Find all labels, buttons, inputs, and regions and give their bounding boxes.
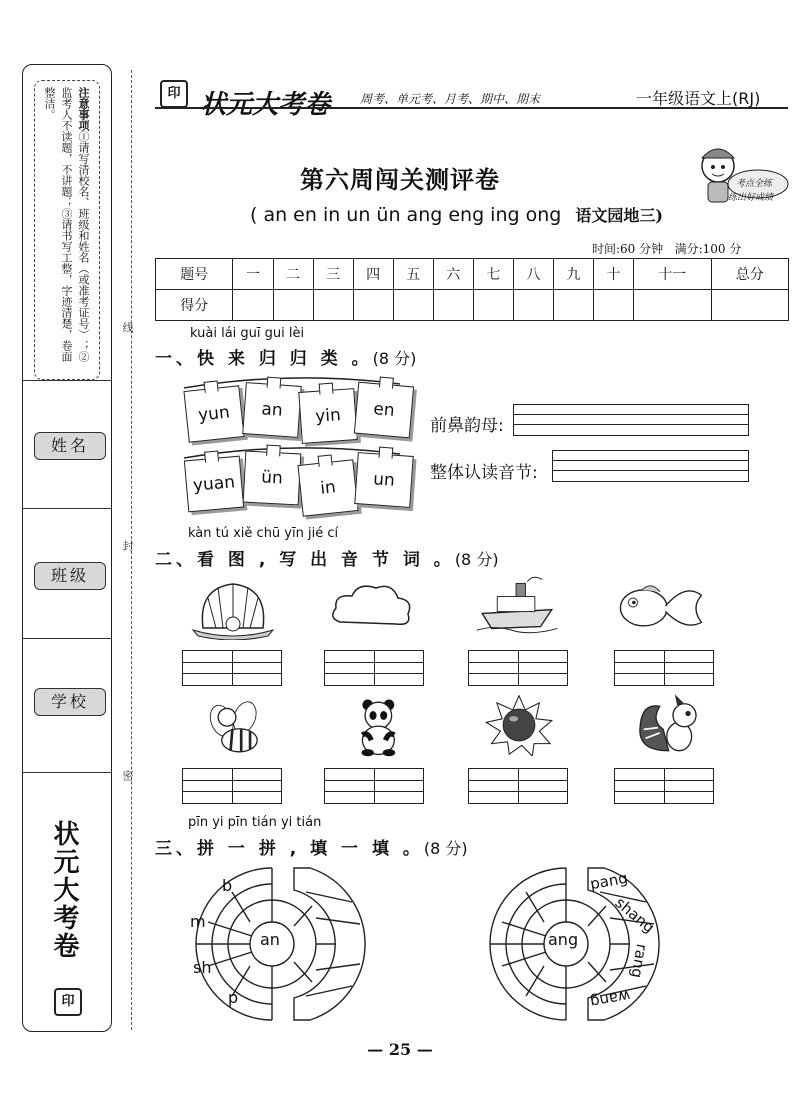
score-col: 八 (513, 259, 553, 290)
cut-label-xian: 线 (121, 322, 134, 333)
school-field[interactable]: 学校 (34, 688, 106, 716)
wheel-an-initial: b (222, 876, 233, 895)
score-cell[interactable] (433, 290, 473, 321)
score-col: 一 (233, 259, 273, 290)
page-title: 第六周闯关测评卷 (300, 165, 500, 194)
score-col: 七 (473, 259, 513, 290)
note-1: ①请写清校名、班级和姓名（或准考证号）； (77, 131, 90, 351)
card-label: an (260, 399, 284, 421)
note-2: ②监考人不读题，不讲题； (60, 87, 90, 362)
mascot-line-2: 练出好成绩 (728, 193, 774, 203)
score-col: 九 (553, 259, 593, 290)
cloud-icon (326, 578, 416, 640)
card-label: ün (260, 467, 284, 489)
whole-syllable-label: 整体认读音节: (430, 463, 538, 483)
score-cell[interactable] (273, 290, 313, 321)
card-label: en (372, 399, 396, 421)
q1-pinyin: kuài lái guī gui lèi (190, 326, 305, 341)
answer-grid[interactable] (614, 650, 714, 686)
pinyin-card[interactable] (242, 382, 301, 438)
card-label: yun (197, 402, 231, 426)
header-subtitle: 周考、单元考、月考、期中、期末 (360, 92, 541, 106)
score-col: 十 (594, 259, 634, 290)
cut-label-mi: 密 (121, 770, 134, 781)
wheel-ang-center: ang (548, 930, 579, 949)
answer-grid[interactable] (182, 768, 282, 804)
wheel-an-initial: sh (193, 958, 212, 977)
score-col: 总分 (711, 259, 788, 290)
wheel-an-initial: p (228, 988, 239, 1007)
score-col: 二 (273, 259, 313, 290)
note-3: ③请书写工整，字迹清楚，卷面整洁。 (43, 87, 73, 362)
brand-logo-icon: 印 (160, 80, 188, 108)
brand-logo-icon: 印 (54, 988, 82, 1016)
pinyin-card[interactable] (354, 452, 413, 508)
answer-grid[interactable] (182, 650, 282, 686)
answer-grid[interactable] (324, 650, 424, 686)
squirrel-icon (628, 694, 718, 756)
wheel-ang-syllable: shang (611, 893, 659, 937)
sidebar-logo: 状元大考卷 (49, 820, 79, 960)
card-label: in (319, 477, 337, 499)
wheel-an-center: an (260, 930, 280, 949)
score-cell[interactable] (313, 290, 353, 321)
mascot-line-1: 考点全练 (736, 179, 773, 189)
wheel-an-initial: m (190, 912, 206, 931)
page-number: — 25 — (367, 1040, 433, 1059)
score-row-label: 得分 (156, 290, 233, 321)
score-col: 五 (393, 259, 433, 290)
whole-syllable-answer[interactable] (552, 450, 749, 482)
front-nasal-label: 前鼻韵母: (430, 416, 504, 436)
q2-title: 二、看 图 , 写 出 音 节 词 。 (155, 550, 455, 570)
card-label: yuan (192, 472, 236, 496)
front-nasal-answer[interactable] (513, 404, 749, 436)
ship-icon (472, 574, 562, 636)
header-rule (155, 107, 788, 109)
q3-points: (8 分) (423, 839, 468, 858)
pinyin-card[interactable] (183, 385, 244, 443)
grade-label: 一年级语文上(RJ) (636, 89, 761, 108)
bee-icon (190, 696, 280, 758)
score-col: 四 (353, 259, 393, 290)
answer-grid[interactable] (614, 768, 714, 804)
score-cell[interactable] (711, 290, 788, 321)
exam-time: 时间:60 分钟 (592, 242, 664, 256)
pinyin-card[interactable] (354, 382, 414, 439)
subtitle-section: 语文园地三) (575, 206, 663, 225)
score-cell[interactable] (473, 290, 513, 321)
sun-icon (474, 694, 564, 756)
fish-icon (615, 576, 705, 638)
wheel-ang-syllable: rang (627, 942, 652, 980)
pinyin-card[interactable] (184, 456, 244, 513)
score-table-header-label: 题号 (156, 259, 233, 290)
score-cell[interactable] (553, 290, 593, 321)
score-cell[interactable] (513, 290, 553, 321)
notes-text (41, 87, 92, 372)
q3-title: 三、拼 一 拼 , 填 一 填 。 (155, 839, 424, 859)
score-col: 六 (433, 259, 473, 290)
exam-info (592, 240, 741, 257)
answer-grid[interactable] (468, 650, 568, 686)
score-cell[interactable] (233, 290, 273, 321)
shell-icon (188, 578, 278, 640)
panda-icon (336, 696, 426, 758)
name-field[interactable]: 姓名 (34, 432, 106, 460)
score-cell[interactable] (393, 290, 433, 321)
notes-head: 注意事项 (77, 87, 90, 131)
score-col: 十一 (634, 259, 711, 290)
score-col: 三 (313, 259, 353, 290)
pinyin-card[interactable] (298, 388, 357, 444)
q2-heading (155, 545, 499, 570)
page-subtitle (250, 203, 663, 226)
q2-points: (8 分) (454, 550, 499, 569)
card-label: yin (314, 405, 342, 427)
wheel-ang-syllable: wang (588, 986, 632, 1012)
strip-divider (22, 772, 112, 773)
cut-label-feng: 封 (121, 540, 134, 551)
q2-pinyin: kàn tú xiě chū yīn jié cí (188, 526, 339, 541)
score-cell[interactable] (353, 290, 393, 321)
wheel-ang-syllable: pang (588, 868, 630, 894)
brand-title: 状元大考卷 (200, 90, 331, 120)
pinyin-card[interactable] (243, 451, 302, 506)
strip-divider (22, 380, 112, 381)
q1-title: 一、快 来 归 归 类 。 (155, 349, 373, 369)
strip-divider (22, 508, 112, 509)
score-table-header-row (156, 259, 789, 290)
exam-score: 满分:100 分 (674, 242, 742, 256)
strip-divider (22, 638, 112, 639)
score-table-score-row (156, 290, 789, 321)
pinyin-card[interactable] (297, 459, 358, 517)
card-label: un (372, 469, 396, 491)
score-cell[interactable] (594, 290, 634, 321)
answer-grid[interactable] (324, 768, 424, 804)
answer-grid[interactable] (468, 768, 568, 804)
q3-pinyin: pīn yi pīn tián yi tián (188, 815, 322, 830)
class-field[interactable]: 班级 (34, 562, 106, 590)
subtitle-syllables: ( an en in un ün ang eng ing ong (250, 204, 562, 226)
score-cell[interactable] (634, 290, 711, 321)
q3-heading (155, 834, 468, 859)
q1-points: (8 分) (372, 349, 417, 368)
score-table (155, 258, 789, 321)
notes-box (34, 80, 100, 380)
q1-heading (155, 344, 416, 369)
